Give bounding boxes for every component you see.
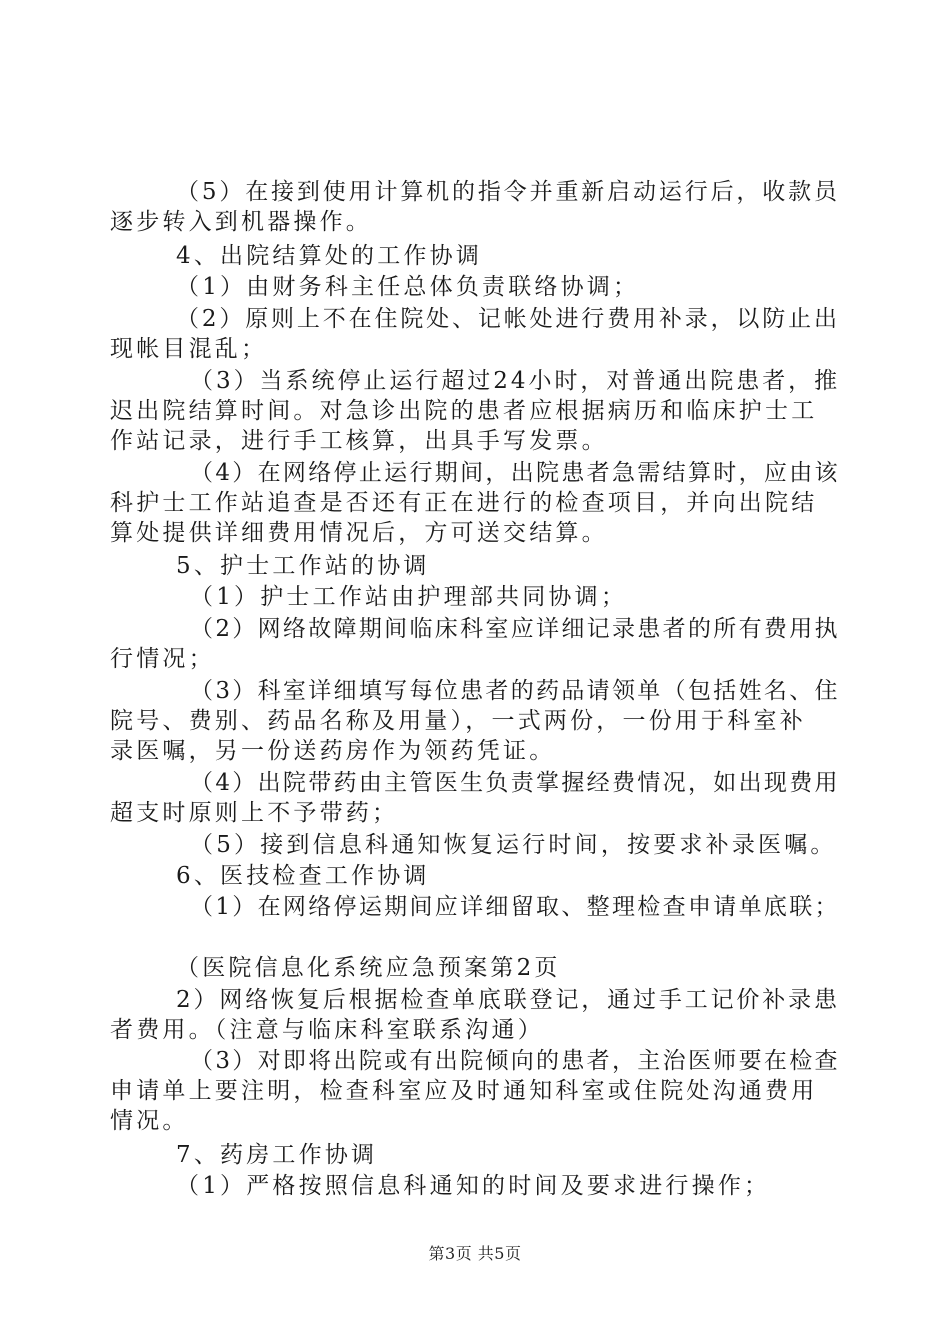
text-line: （4）在网络停止运行期间，出院患者急需结算时，应由该 [190,460,840,486]
text-line: 科护士工作站追查是否还有正在进行的检查项目，并向出院结 [110,490,818,516]
text-line: （2）网络故障期间临床科室应详细记录患者的所有费用执 [190,616,840,642]
text-line: （医院信息化系统应急预案第2页 [176,955,561,981]
text-line: （5）接到信息科通知恢复运行时间，按要求补录医嘱。 [190,832,837,858]
text-line: （4）出院带药由主管医生负责掌握经费情况，如出现费用 [190,770,840,796]
text-line: 录医嘱，另一份送药房作为领药凭证。 [110,738,556,764]
text-line: 者费用。（注意与临床科室联系沟通） [110,1017,544,1043]
text-line: （1）严格按照信息科通知的时间及要求进行操作； [176,1173,771,1199]
section-heading: 7、药房工作协调 [176,1142,378,1168]
text-line: 迟出院结算时间。对急诊出院的患者应根据病历和临床护士工 [110,398,818,424]
text-line: （3）科室详细填写每位患者的药品请领单（包括姓名、住 [190,678,840,704]
text-line: 逐步转入到机器操作。 [110,209,372,235]
section-heading: 6、医技检查工作协调 [176,863,430,889]
text-line: 现帐目混乱； [110,336,268,362]
text-line: （1）护士工作站由护理部共同协调； [190,584,628,610]
text-line: （3）对即将出院或有出院倾向的患者，主治医师要在检查 [190,1048,840,1074]
text-line: （2）原则上不在住院处、记帐处进行费用补录，以防止出 [176,306,840,332]
text-line: （1）在网络停运期间应详细留取、整理检查申请单底联； [190,894,840,920]
text-line: 院号、费别、药品名称及用量），一式两份，一份用于科室补 [110,708,806,734]
text-line: 2）网络恢复后根据检查单底联登记，通过手工记价补录患 [176,987,840,1013]
text-line: 作站记录，进行手工核算，出具手写发票。 [110,428,608,454]
page-footer: 第3页 共5页 [428,1244,522,1263]
text-line: 行情况； [110,646,215,672]
text-line: 算处提供详细费用情况后，方可送交结算。 [110,520,608,546]
text-line: （1）由财务科主任总体负责联络协调； [176,274,640,300]
section-heading: 5、护士工作站的协调 [176,553,430,579]
text-line: 情况。 [110,1108,189,1134]
text-line: （3）当系统停止运行超过24小时，对普通出院患者，推 [190,368,841,394]
text-line: 超支时原则上不予带药； [110,800,399,826]
text-line: （5）在接到使用计算机的指令并重新启动运行后，收款员 [176,179,840,205]
section-heading: 4、出院结算处的工作协调 [176,243,483,269]
text-line: 申请单上要注明，检查科室应及时通知科室或住院处沟通费用 [110,1078,818,1104]
